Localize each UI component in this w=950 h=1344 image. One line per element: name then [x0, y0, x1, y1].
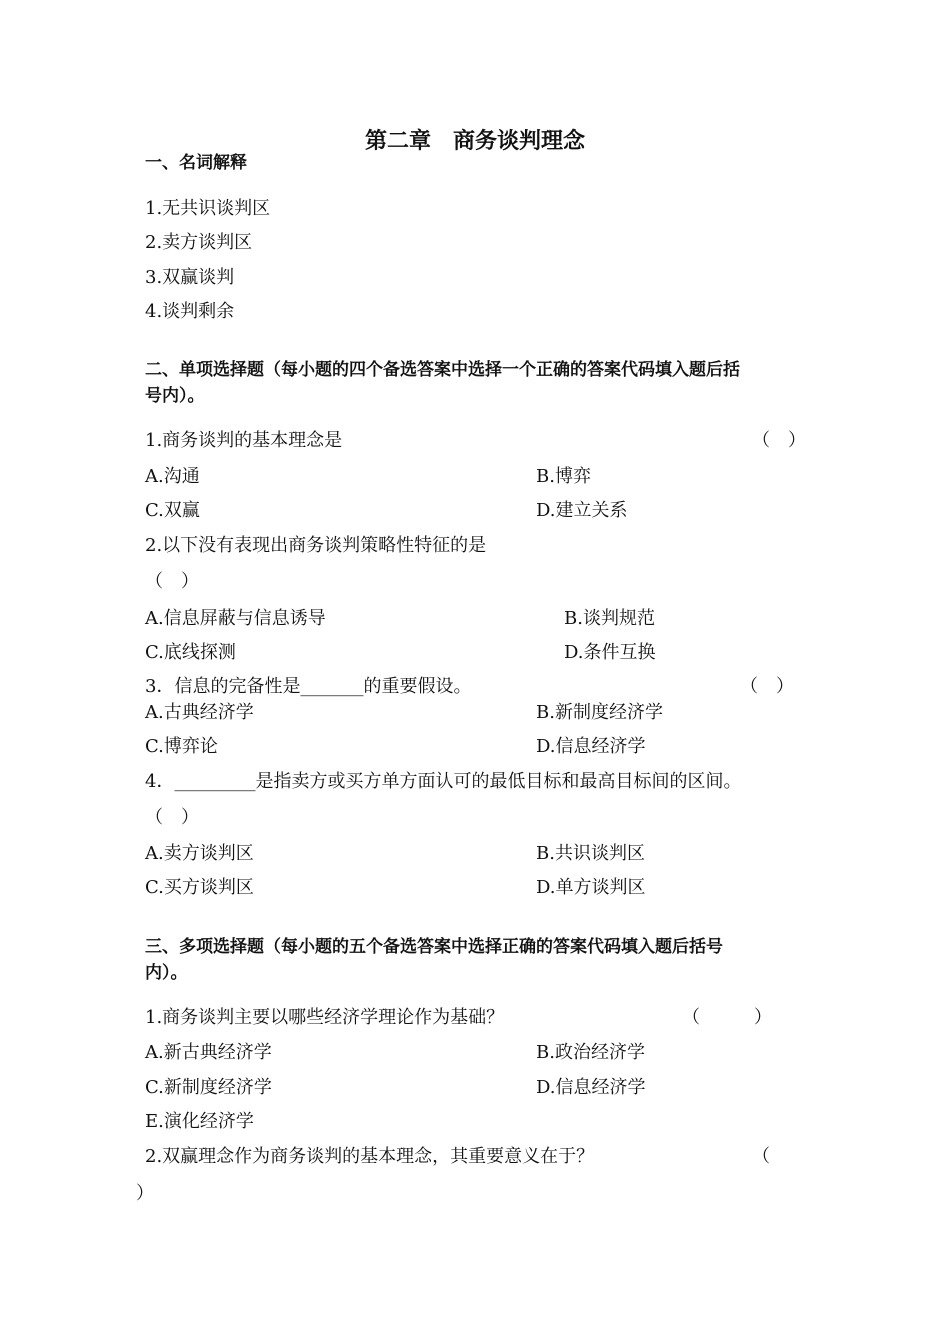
term-item: 4.谈判剩余 [145, 301, 235, 322]
option-a: A.新古典经济学 [145, 1042, 272, 1063]
option-a: A.卖方谈判区 [145, 843, 254, 864]
option-b: B.博弈 [536, 466, 591, 487]
question-stem: 2.双赢理念作为商务谈判的基本理念，其重要意义在于？ [145, 1146, 595, 1167]
option-e: E.演化经济学 [145, 1111, 254, 1132]
option-c: C.底线探测 [145, 642, 236, 663]
option-a: A.古典经济学 [145, 702, 254, 723]
question-stem: 2.以下没有表现出商务谈判策略性特征的是 [145, 535, 487, 556]
option-c: C.双赢 [145, 500, 200, 521]
answer-paren: （ ） [145, 807, 199, 828]
section3-heading-cont: 内）。 [145, 963, 188, 983]
option-d: D.建立关系 [536, 500, 628, 521]
option-d: D.信息经济学 [536, 736, 646, 757]
section3-heading: 三、多项选择题（每小题的五个备选答案中选择正确的答案代码填入题后括号 [145, 937, 723, 957]
section1-heading: 一、名词解释 [145, 153, 247, 173]
option-a: A.信息屏蔽与信息诱导 [145, 608, 326, 629]
option-b: B.政治经济学 [536, 1042, 645, 1063]
option-c: C.博弈论 [145, 736, 218, 757]
question-stem: 1.商务谈判的基本理念是 [145, 430, 343, 451]
option-b: B.共识谈判区 [536, 843, 645, 864]
section2-heading: 二、单项选择题（每小题的四个备选答案中选择一个正确的答案代码填入题后括 [145, 360, 740, 380]
option-d: D.条件互换 [564, 642, 656, 663]
question-stem: 4．_________是指卖方或买方单方面认可的最低目标和最高目标间的区间。 [145, 771, 742, 792]
answer-paren: （ ） [740, 676, 794, 697]
section2-heading-cont: 号内）。 [145, 386, 205, 406]
option-a: A.沟通 [145, 466, 200, 487]
option-b: B.新制度经济学 [536, 702, 663, 723]
option-c: C.新制度经济学 [145, 1077, 272, 1098]
question-stem: 1.商务谈判主要以哪些经济学理论作为基础？ [145, 1007, 505, 1028]
term-item: 1.无共识谈判区 [145, 198, 271, 219]
answer-paren: （ ） [682, 1007, 772, 1028]
answer-paren: （ ） [752, 430, 806, 451]
page-title: 第二章 商务谈判理念 [364, 129, 585, 154]
question-stem: 3．信息的完备性是_______的重要假设。 [145, 676, 472, 697]
option-d: D.信息经济学 [536, 1077, 646, 1098]
term-item: 3.双赢谈判 [145, 267, 235, 288]
option-b: B.谈判规范 [564, 608, 655, 629]
option-c: C.买方谈判区 [145, 877, 254, 898]
answer-paren-close: ） [136, 1183, 154, 1204]
answer-paren-open: （ [752, 1146, 770, 1167]
term-item: 2.卖方谈判区 [145, 232, 253, 253]
option-d: D.单方谈判区 [536, 877, 646, 898]
answer-paren: （ ） [145, 571, 199, 592]
